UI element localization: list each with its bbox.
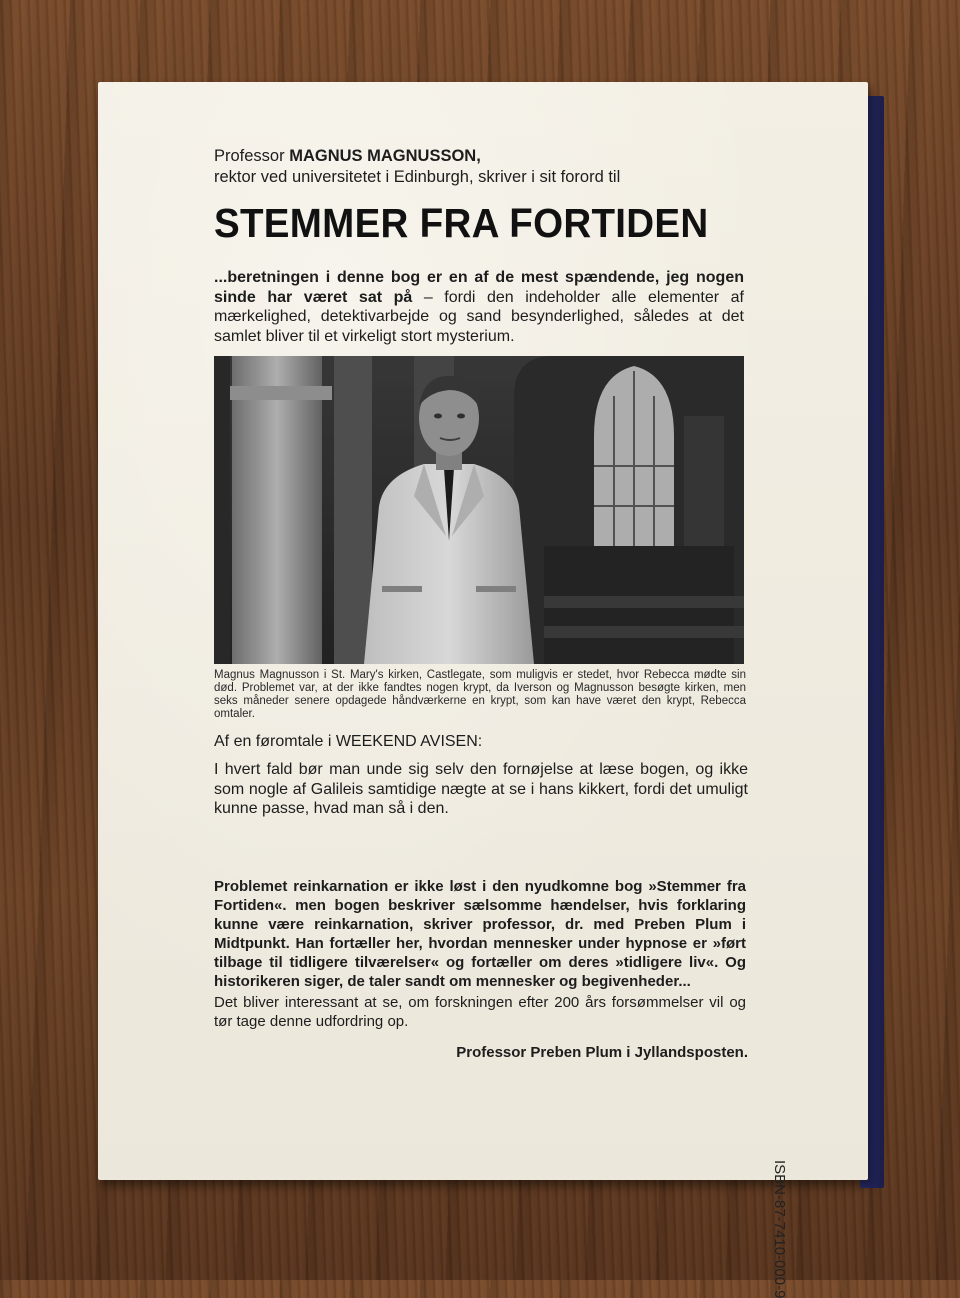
intro-line-2: rektor ved universitetet i Edinburgh, skriver i sit forord til <box>214 168 621 186</box>
quote-bold: ...beretningen i denne bog er en af de mest spændende, jeg nogen sinde har været sat på <box>214 269 744 306</box>
book-back-cover <box>98 82 868 1298</box>
photo-caption: Magnus Magnusson i St. Mary's kirken, Castlegate, som muligvis er stedet, hvor Rebecca mødte sin død. Problemet var, at der ikke fandtes nogen krypt, da Iverson og Magnusson besøgte kirken, men seks måneder senere opdagede håndværkerne en krypt, som kan have været den krypt, Rebecca omtaler. <box>214 669 746 720</box>
foreword-quote <box>214 268 744 346</box>
church-photo <box>214 356 744 664</box>
book-title: STEMMER FRA FORTIDEN <box>214 200 709 246</box>
photo-illustration <box>214 356 744 664</box>
review-bold-paragraph: Problemet reinkarnation er ikke løst i den nyudkomne bog »Stemmer fra Fortiden«. men bogen beskriver sælsomme hændelser, hvis forklaring kunne være reinkarnation, skriver professor, dr. med Preben Plum i Midtpunkt. Han fortæller her, hvordan mennesker under hypnose er »ført tilbage til tidligere tilværelser« og fortæller om deres »tidligere liv«. Og historikeren siger, de taler sandt om mennesker og begivenheder... <box>214 878 746 990</box>
weekend-heading: Af en føromtale i WEEKEND AVISEN: <box>214 733 483 750</box>
author-name: MAGNUS MAGNUSSON, <box>289 147 481 165</box>
intro-text <box>214 146 774 188</box>
isbn-number: ISBN-87-7410-000-9 <box>771 1160 788 1298</box>
intro-prefix: Professor <box>214 147 285 165</box>
quote-rest: – fordi den indeholder alle elementer af mærkelighed, detektivarbejde og sand besynderlighed, således at det samlet bliver til et virkeligt stort mysterium. <box>214 288 744 345</box>
review-signature: Professor Preben Plum i Jyllandsposten. <box>456 1044 748 1061</box>
weekend-quote: I hvert fald bør man unde sig selv den fornøjelse at læse bogen, og ikke som nogle af Galileis samtidige nægte at se i hans kikkert, fordi det umuligt kunne passe, hvad man så i den. <box>214 761 748 817</box>
review-paragraph: Det bliver interessant at se, om forskningen efter 200 års forsømmelser vil og tør tage denne udfordring op. <box>214 994 746 1030</box>
